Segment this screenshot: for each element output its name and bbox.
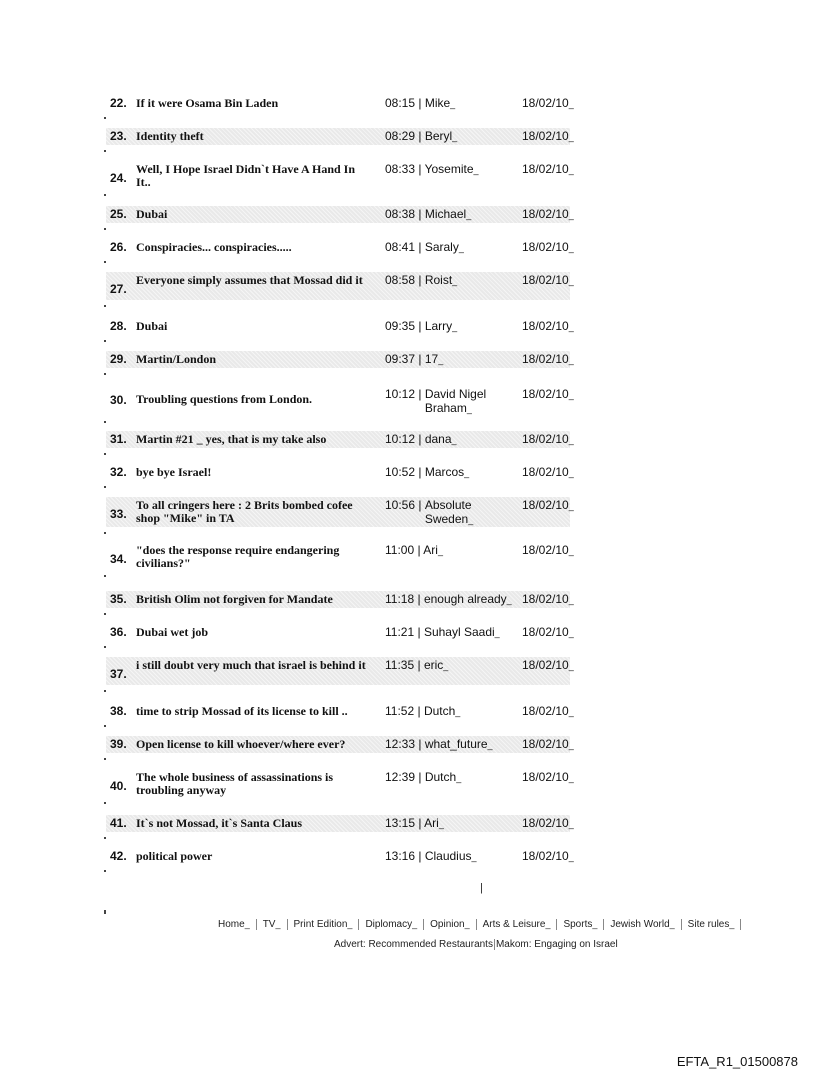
comment-date: 18/02/10 _	[522, 432, 574, 446]
comment-time: 11:00	[385, 543, 415, 557]
meta-separator: |	[414, 704, 424, 718]
comment-number: 27.	[110, 282, 127, 296]
comment-author: Mike _	[425, 96, 455, 110]
comment-meta	[385, 207, 471, 222]
margin-mark	[104, 910, 106, 914]
comment-row[interactable]	[106, 497, 570, 527]
row-marker	[104, 340, 106, 342]
comment-title-link[interactable]: Dubai	[136, 207, 168, 221]
meta-separator: |	[415, 207, 425, 221]
comment-author: Ari _	[423, 543, 443, 557]
comment-author: Marcos _	[425, 465, 469, 479]
comment-number: 38.	[110, 704, 127, 718]
comment-row[interactable]	[106, 161, 570, 189]
row-marker	[104, 261, 106, 263]
meta-separator: |	[415, 465, 425, 479]
row-marker	[104, 532, 106, 534]
text-cursor: |	[480, 882, 483, 894]
comment-row[interactable]	[106, 769, 570, 797]
comment-meta	[385, 592, 512, 607]
meta-separator: |	[414, 625, 424, 639]
comment-number: 37.	[110, 667, 127, 681]
comment-row[interactable]	[106, 272, 570, 300]
comment-number: 22.	[110, 96, 127, 110]
comment-number: 29.	[110, 352, 127, 366]
comment-author: dana _	[425, 432, 457, 446]
comment-author: Saraly _	[425, 240, 464, 254]
comment-number: 35.	[110, 592, 127, 606]
row-marker	[104, 453, 106, 455]
comment-row[interactable]	[106, 464, 570, 481]
comment-title-link[interactable]: i still doubt very much that israel is behind it	[136, 658, 366, 672]
meta-separator: |	[414, 658, 424, 672]
meta-separator: |	[415, 432, 425, 446]
footer-ad-link[interactable]: Advert: Recommended Restaurants	[334, 939, 493, 951]
comment-number: 41.	[110, 816, 127, 830]
row-marker	[104, 228, 106, 230]
comment-time: 11:52	[385, 704, 415, 718]
comment-title-link[interactable]: Everyone simply assumes that Mossad did it	[136, 273, 363, 287]
comment-number: 34.	[110, 552, 127, 566]
row-marker	[104, 870, 106, 872]
comment-date: 18/02/10 _	[522, 704, 574, 718]
comment-number: 36.	[110, 625, 127, 639]
comment-row[interactable]	[106, 736, 570, 753]
footer-ads	[334, 939, 618, 950]
footer-divider	[256, 919, 257, 930]
row-marker	[104, 373, 106, 375]
comment-meta	[385, 737, 493, 752]
row-marker	[104, 575, 106, 577]
row-marker	[104, 486, 106, 488]
comment-date: 18/02/10 _	[522, 543, 574, 557]
meta-separator: |	[414, 543, 424, 557]
row-marker	[104, 117, 106, 119]
comment-author: Ari _	[424, 816, 444, 830]
footer-divider	[603, 919, 604, 930]
comment-author: enough already _	[424, 592, 512, 606]
comment-time: 11:21	[385, 625, 415, 639]
comment-number: 40.	[110, 779, 127, 793]
comment-meta	[385, 816, 444, 831]
comment-title-link[interactable]: Martin #21 _ yes, that is my take also	[136, 432, 327, 446]
comment-date: 18/02/10 _	[522, 273, 574, 287]
comment-meta	[385, 319, 457, 334]
comment-date: 18/02/10 _	[522, 387, 574, 401]
comment-time: 13:15	[385, 816, 416, 830]
footer-link[interactable]: Print Edition _	[294, 919, 353, 930]
comment-date: 18/02/10 _	[522, 770, 574, 784]
footer-divider	[476, 919, 477, 930]
footer-link[interactable]: Home _	[218, 919, 250, 930]
footer-link[interactable]: Jewish World _	[610, 919, 674, 930]
comment-date: 18/02/10 _	[522, 498, 574, 512]
footer-divider	[287, 919, 288, 930]
meta-separator: |	[415, 737, 425, 751]
comment-row[interactable]	[106, 431, 570, 448]
comment-row[interactable]	[106, 386, 570, 416]
comment-meta	[385, 658, 448, 673]
comment-time: 08:41	[385, 240, 416, 254]
meta-separator: |	[415, 319, 425, 333]
comment-author: 17 _	[425, 352, 443, 366]
comment-number: 23.	[110, 129, 127, 143]
comment-date: 18/02/10 _	[522, 592, 574, 606]
comment-date: 18/02/10 _	[522, 849, 574, 863]
comment-meta	[385, 465, 469, 480]
meta-separator: |	[415, 240, 425, 254]
document-id: EFTA_R1_01500878	[676, 1054, 798, 1069]
comment-author: Beryl _	[425, 129, 457, 143]
comment-meta	[385, 704, 460, 719]
footer-link[interactable]: Arts & Leisure _	[483, 919, 551, 930]
meta-separator: |	[415, 498, 425, 512]
comment-meta	[385, 129, 457, 144]
comment-number: 25.	[110, 207, 127, 221]
footer-link[interactable]: TV _	[263, 919, 281, 930]
meta-separator: |	[415, 816, 425, 830]
comment-time: 10:12	[385, 387, 416, 401]
row-marker	[104, 725, 106, 727]
comment-meta	[385, 498, 515, 527]
comment-number: 24.	[110, 171, 127, 185]
meta-separator: |	[415, 352, 425, 366]
comment-author: Claudius _	[425, 849, 477, 863]
comment-author: Larry _	[425, 319, 457, 333]
comment-row[interactable]	[106, 542, 570, 570]
footer-divider	[423, 919, 424, 930]
comment-number: 26.	[110, 240, 127, 254]
comment-author: Michael _	[425, 207, 471, 221]
comment-meta	[385, 273, 457, 288]
comment-date: 18/02/10 _	[522, 465, 574, 479]
comment-author: what_future _	[425, 737, 493, 751]
comment-date: 18/02/10 _	[522, 96, 574, 110]
meta-separator: |	[414, 592, 424, 606]
comment-time: 08:58	[385, 273, 416, 287]
comment-row[interactable]	[106, 239, 570, 256]
comment-date: 18/02/10 _	[522, 319, 574, 333]
comment-title-link[interactable]: To all cringers here : 2 Brits bombed cofee shop "Mike" in TA	[136, 498, 353, 525]
comment-author: Suhayl Saadi _	[424, 625, 500, 639]
comment-time: 13:16	[385, 849, 416, 863]
comment-author: Roist _	[425, 273, 457, 287]
comment-row[interactable]	[106, 815, 570, 832]
footer-divider	[681, 919, 682, 930]
comment-time: 08:38	[385, 207, 416, 221]
comment-date: 18/02/10 _	[522, 129, 574, 143]
comment-row[interactable]	[106, 848, 570, 865]
comment-title-link[interactable]: time to strip Mossad of its license to kill ..	[136, 704, 348, 718]
meta-separator: |	[415, 273, 425, 287]
comment-number: 39.	[110, 737, 127, 751]
footer-nav	[218, 919, 778, 930]
comment-time: 09:35	[385, 319, 416, 333]
comment-row[interactable]	[106, 351, 570, 368]
footer-ad-link[interactable]: Makom: Engaging on Israel	[495, 939, 618, 951]
comment-title-link[interactable]: It`s not Mossad, it`s Santa Claus	[136, 816, 303, 830]
comment-time: 09:37	[385, 352, 416, 366]
comment-date: 18/02/10 _	[522, 737, 574, 751]
comment-meta	[385, 387, 515, 416]
row-marker	[104, 150, 106, 152]
comment-number: 30.	[110, 393, 127, 407]
comment-row[interactable]	[106, 206, 570, 223]
comment-time: 11:18	[385, 592, 415, 606]
comment-number: 31.	[110, 432, 127, 446]
comment-title-link[interactable]: Dubai	[136, 319, 168, 333]
comment-date: 18/02/10 _	[522, 658, 574, 672]
comment-time: 12:33	[385, 737, 416, 751]
meta-separator: |	[415, 129, 425, 143]
comment-author: Dutch _	[424, 704, 460, 718]
footer-link[interactable]: Site rules _	[688, 919, 735, 930]
meta-separator: |	[415, 162, 425, 176]
meta-separator: |	[415, 849, 425, 863]
footer-divider	[494, 939, 495, 950]
comment-time: 10:52	[385, 465, 416, 479]
comment-date: 18/02/10 _	[522, 240, 574, 254]
comment-title-link[interactable]: Dubai wet job	[136, 625, 209, 639]
row-marker	[104, 646, 106, 648]
footer-link[interactable]: Diplomacy _	[365, 919, 417, 930]
comment-number: 28.	[110, 319, 127, 333]
footer-link[interactable]: Sports _	[563, 919, 597, 930]
comment-title-link[interactable]: British Olim not forgiven for Mandate	[136, 592, 333, 606]
comment-meta	[385, 162, 479, 177]
comment-row[interactable]	[106, 703, 570, 720]
comment-row[interactable]	[106, 657, 570, 685]
comment-date: 18/02/10 _	[522, 352, 574, 366]
meta-separator: |	[415, 96, 425, 110]
comment-row[interactable]	[106, 318, 570, 335]
comment-time: 12:39	[385, 770, 416, 784]
comment-title-link[interactable]: bye bye Israel!	[136, 465, 212, 479]
comment-title-link[interactable]: Martin/London	[136, 352, 217, 366]
meta-separator: |	[415, 387, 425, 401]
comment-author: Dutch _	[425, 770, 461, 784]
comment-time: 10:56	[385, 498, 416, 512]
comment-number: 32.	[110, 465, 127, 479]
comment-author: David Nigel Braham _	[425, 387, 515, 416]
comment-time: 08:33	[385, 162, 416, 176]
comment-date: 18/02/10 _	[522, 625, 574, 639]
comment-author: Absolute Sweden _	[425, 498, 515, 527]
comment-title-link[interactable]: "does the response require endangering civilians?"	[136, 543, 340, 570]
row-marker	[104, 613, 106, 615]
comment-title-link[interactable]: Open license to kill whoever/where ever?	[136, 737, 346, 751]
comment-meta	[385, 543, 443, 558]
comment-time: 08:15	[385, 96, 416, 110]
comment-title-link[interactable]: Well, I Hope Israel Didn`t Have A Hand In It..	[136, 162, 356, 189]
comment-meta	[385, 432, 457, 447]
row-marker	[104, 690, 106, 692]
row-marker	[104, 758, 106, 760]
comment-meta	[385, 849, 477, 864]
comment-meta	[385, 770, 461, 785]
comment-number: 33.	[110, 507, 127, 521]
footer-divider	[556, 919, 557, 930]
comment-title-link[interactable]: If it were Osama Bin Laden	[136, 96, 279, 110]
meta-separator: |	[415, 770, 425, 784]
comment-date: 18/02/10 _	[522, 816, 574, 830]
comment-row[interactable]	[106, 591, 570, 608]
row-marker	[104, 305, 106, 307]
comment-number: 42.	[110, 849, 127, 863]
comment-time: 11:35	[385, 658, 415, 672]
comment-title-link[interactable]: Troubling questions from London.	[136, 392, 313, 406]
footer-link[interactable]: Opinion _	[430, 919, 469, 930]
row-marker	[104, 837, 106, 839]
comment-row[interactable]	[106, 624, 570, 641]
comment-meta	[385, 352, 443, 367]
comment-meta	[385, 96, 455, 111]
row-marker	[104, 802, 106, 804]
comment-time: 08:29	[385, 129, 416, 143]
comment-date: 18/02/10 _	[522, 162, 574, 176]
comment-row[interactable]	[106, 95, 570, 112]
row-marker	[104, 194, 106, 196]
comment-title-link[interactable]: The whole business of assassinations is troubling anyway	[136, 770, 334, 797]
comment-title-link[interactable]: political power	[136, 849, 213, 863]
comment-title-link[interactable]: Conspiracies... conspiracies.....	[136, 240, 292, 254]
comment-meta	[385, 625, 500, 640]
row-marker	[104, 421, 106, 423]
comment-author: Yosemite _	[425, 162, 479, 176]
comment-time: 10:12	[385, 432, 416, 446]
comment-meta	[385, 240, 464, 255]
comment-date: 18/02/10 _	[522, 207, 574, 221]
footer-divider	[740, 919, 741, 930]
footer-divider	[358, 919, 359, 930]
comment-author: eric _	[424, 658, 448, 672]
comment-title-link[interactable]: Identity theft	[136, 129, 204, 143]
comment-row[interactable]	[106, 128, 570, 145]
